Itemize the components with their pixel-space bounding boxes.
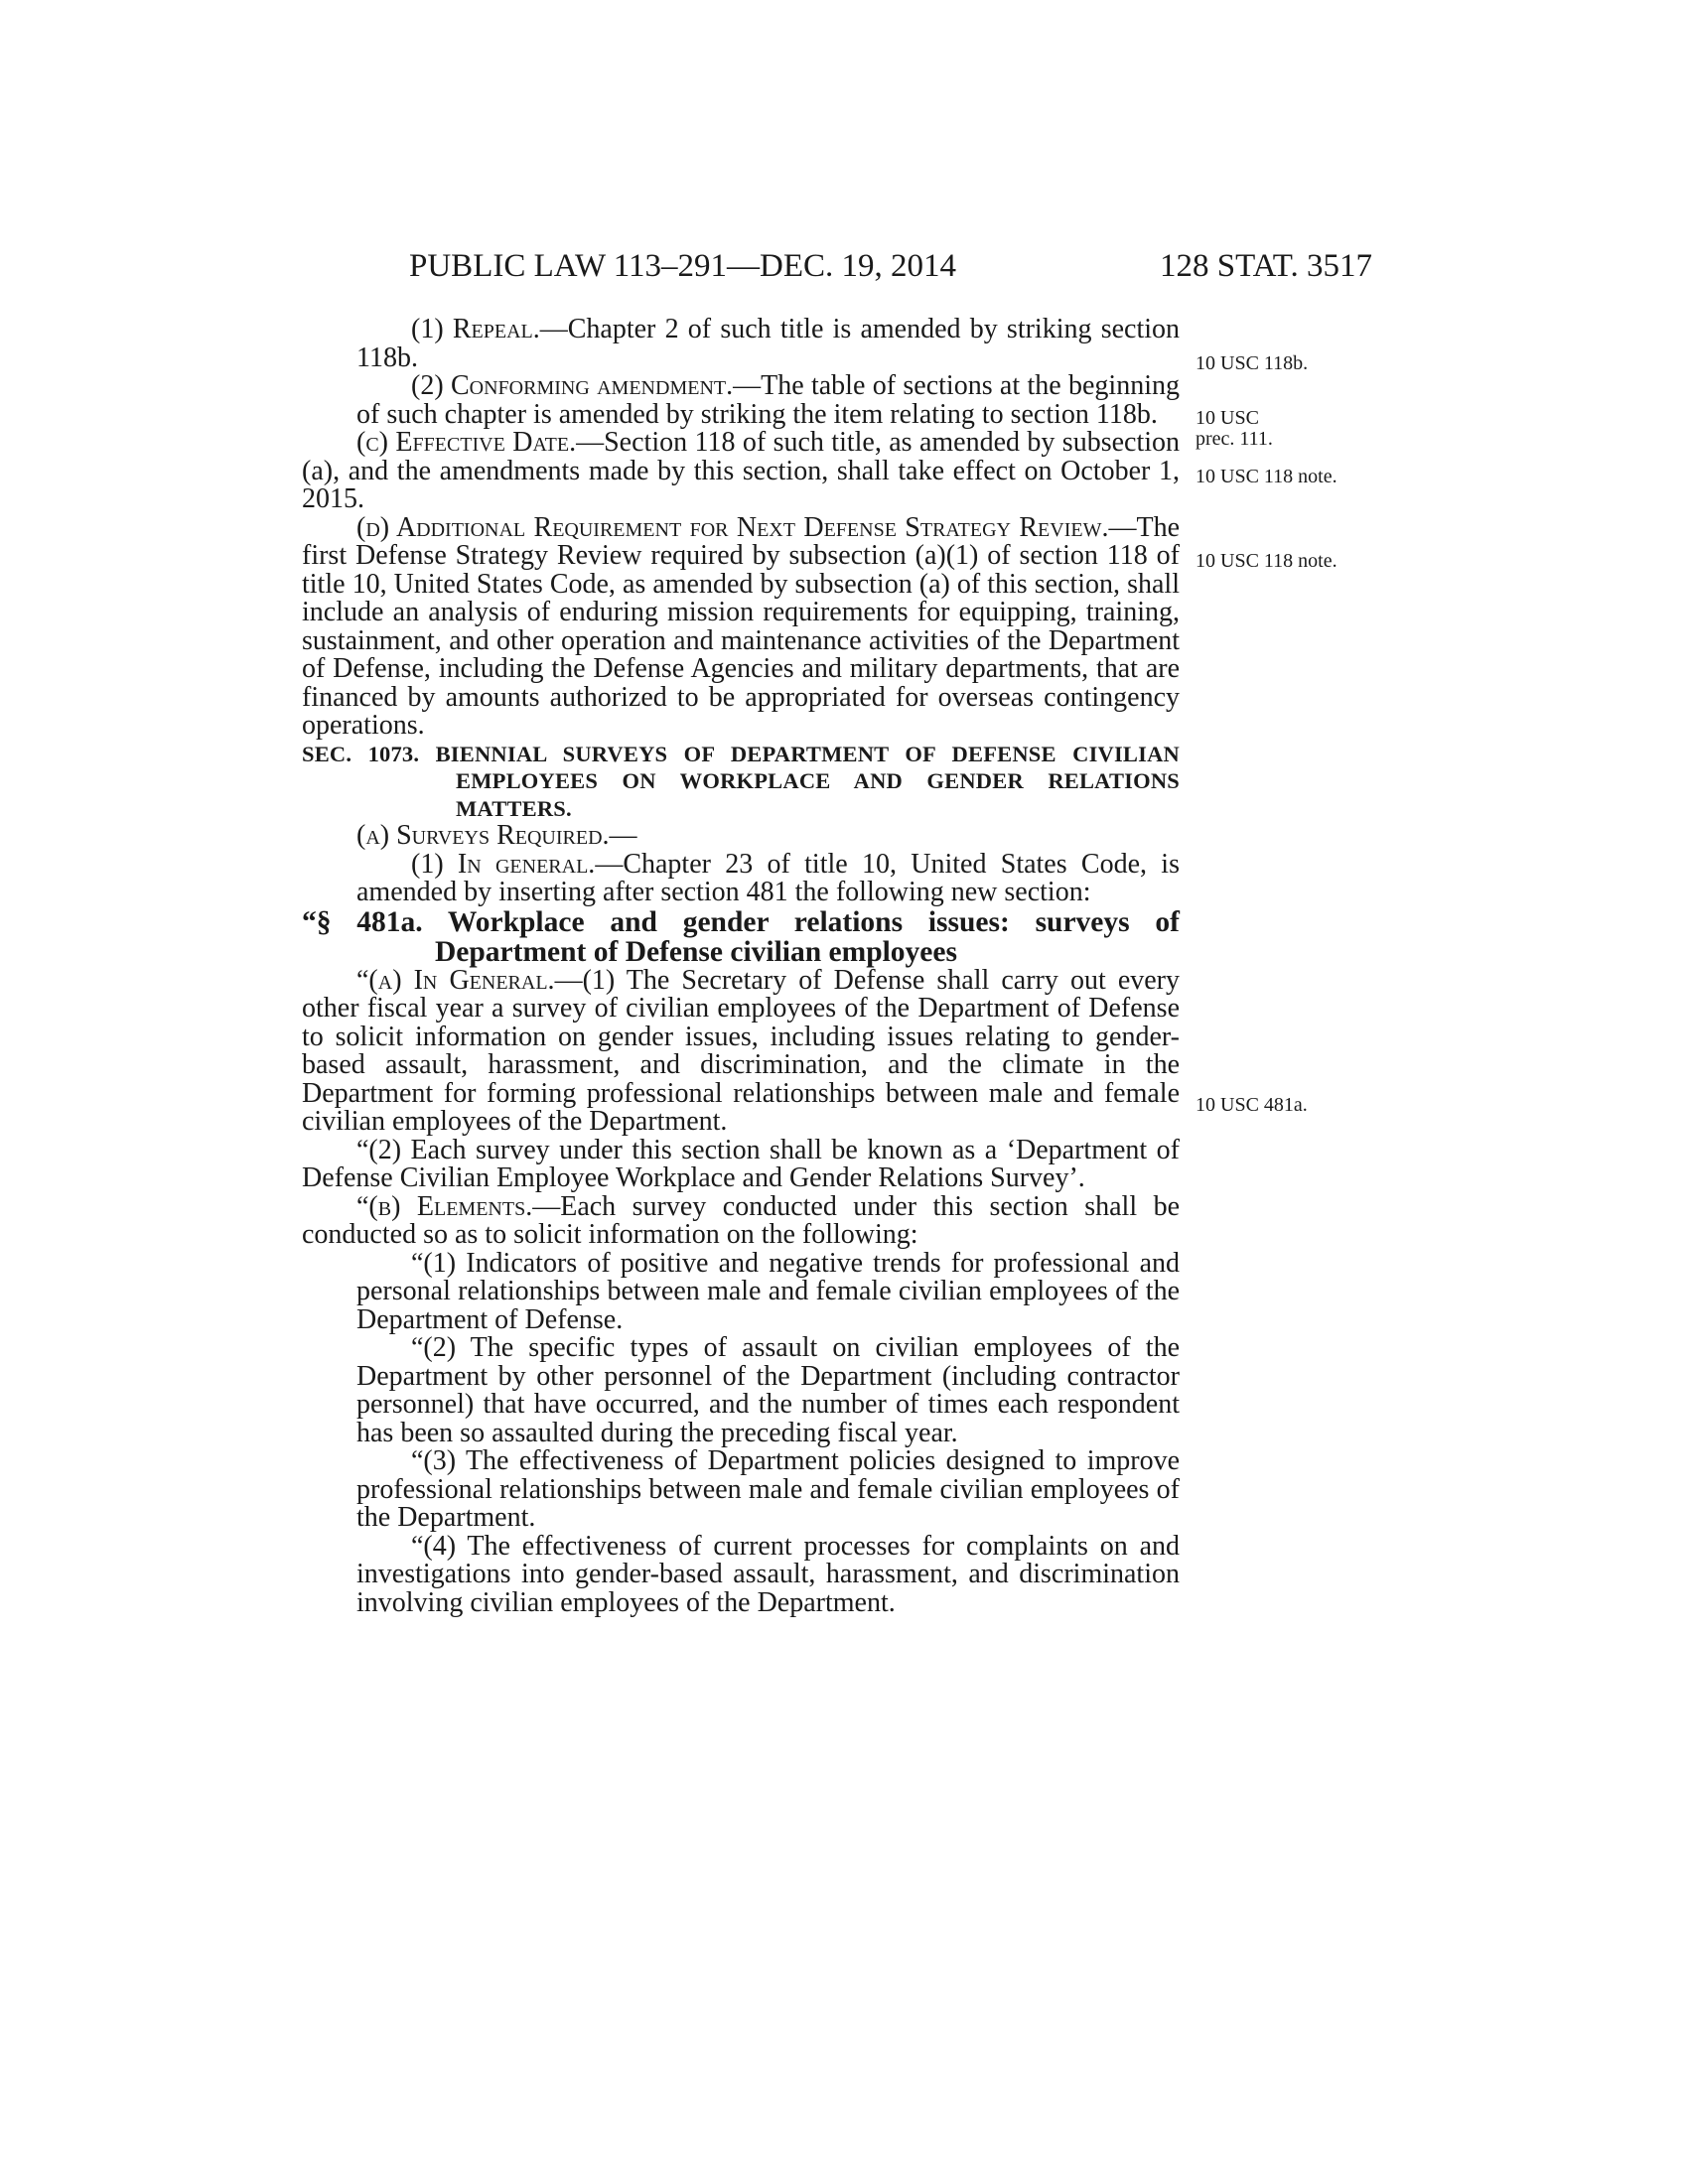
paragraph-heading: (c) Effective Date. [356,427,577,458]
paragraph-text: — [609,820,637,851]
margin-note: 10 USC 118 note. [1196,550,1337,572]
paragraph-text: —Chapter 2 of such title is amended by striking section 118b. [356,314,1180,373]
paragraph [302,964,1181,1137]
paragraph-heading: “(b) Elements. [356,1190,533,1222]
paragraph: “(2) The specific types of assault on civilian employees of the Department by other personnel of the Department (including contractor personnel) that have occurred, and the number of times each respondent has been so assaulted during the preceding fiscal year. [356,1332,1180,1448]
paragraph: “(1) Indicators of positive and negative trends for professional and personal relationships between male and female civilian employees of the Department of Defense. [356,1247,1180,1335]
paragraph-text: —Chapter 23 of title 10, United States Code, is amended by inserting after section 481 the following new section: [356,848,1180,907]
page-header [409,248,1372,288]
paragraph-text: —Section 118 of such title, as amended by subsection (a), and the amendments made by this section, shall take effect on October 1, 2015. [302,427,1181,514]
header-law-citation: PUBLIC LAW 113–291—DEC. 19, 2014 [409,248,957,284]
paragraph-heading: (2) Conforming amendment. [411,370,734,401]
margin-note: 10 USC 118 note. [1196,466,1337,487]
margin-note: 10 USC 481a. [1196,1094,1308,1116]
paragraph-heading: (1) In general. [411,848,596,880]
margin-note: 10 USC [1196,407,1259,429]
paragraph-text: —The first Defense Strategy Review required by subsection (a)(1) of section 118 of title 10, United States Code, as amended by subsection (a) of this section, shall include an analysis of enduring mission requirements for equipping, training, sustainment, and other operation and maintenance activities of the Department of Defense, including the Defense Agencies and military departments, that are financed by amounts authorized to be appropriated for overseas contingency operations. [302,511,1180,741]
margin-note: prec. 111. [1196,428,1273,450]
code-section-title: “§ 481a. Workplace and gender relations issues: surveys of Department of Defense civilian employees [302,905,1180,968]
paragraph-text: —(1) The Secretary of Defense shall carry out every other fiscal year a survey of civilian employees of the Department of Defense to solicit information on gender issues, including issues relating to gender-based assault, harassment, and discrimination, and the climate in the Department for forming professional relationships between male and female civilian employees of the Department. [302,964,1181,1137]
paragraph [302,372,1180,429]
section-heading: SEC. 1073. BIENNIAL SURVEYS OF DEPARTMENT OF DEFENSE CIVILIAN EMPLOYEES ON WORKPLACE AND GENDER RELATIONS MATTERS. [302,741,1180,821]
paragraph [302,429,1180,514]
paragraph [302,1190,1180,1250]
paragraph-text: —Each survey conducted under this section shall be conducted so as to solicit information on the following: [302,1190,1180,1250]
paragraph [302,316,1180,372]
paragraph-text: —The table of sections at the beginning of such chapter is amended by striking the item relating to section 118b. [356,370,1180,430]
paragraph [302,822,1180,851]
paragraph [302,848,1180,907]
paragraph-heading: (d) Additional Requirement for Next Defense Strategy Review. [356,511,1109,543]
paragraph: “(3) The effectiveness of Department policies designed to improve professional relationships between male and female civilian employees of the Department. [356,1445,1180,1533]
paragraph: “(2) Each survey under this section shall be known as a ‘Department of Defense Civilian Employee Workplace and Gender Relations Survey’. [302,1134,1180,1193]
paragraph: “(4) The effectiveness of current processes for complaints on and investigations into gender-based assault, harassment, and discrimination involving civilian employees of the Department. [356,1530,1180,1618]
document-body [302,316,1180,1617]
paragraph-heading: “(a) In General. [356,964,555,996]
paragraph [302,511,1180,741]
header-stat-citation: 128 STAT. 3517 [1159,248,1372,284]
margin-note: 10 USC 118b. [1196,352,1309,374]
paragraph-heading: (a) Surveys Required. [356,820,610,851]
paragraph-heading: (1) Repeal. [411,314,540,344]
